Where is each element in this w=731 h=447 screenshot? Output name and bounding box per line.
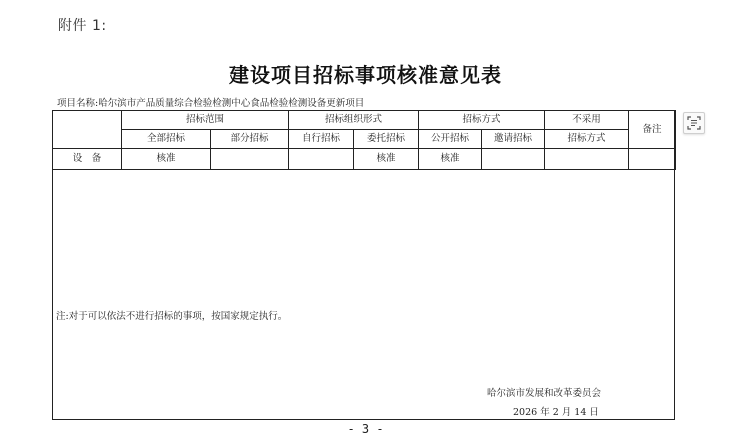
header-open-bidding: 公开招标 xyxy=(419,130,482,149)
cell-open-bidding: 核准 xyxy=(419,149,482,170)
header-self-organized: 自行招标 xyxy=(289,130,354,149)
header-row-2 xyxy=(53,130,676,149)
header-not-adopted-bottom: 招标方式 xyxy=(545,130,629,149)
header-partial-bidding: 部分招标 xyxy=(211,130,289,149)
approval-table xyxy=(52,110,676,170)
cell-self-organized xyxy=(289,149,354,170)
cell-full-bidding: 核准 xyxy=(122,149,211,170)
header-entrusted: 委托招标 xyxy=(354,130,419,149)
header-remarks: 备注 xyxy=(629,111,676,149)
cell-invited-bidding xyxy=(482,149,545,170)
header-blank-cell xyxy=(53,111,122,149)
table-row xyxy=(53,149,676,170)
scan-text-icon-glyph xyxy=(687,116,701,130)
attachment-label: 附件 1: xyxy=(58,18,107,34)
header-not-adopted-top: 不采用 xyxy=(545,111,629,130)
cell-partial-bidding xyxy=(211,149,289,170)
project-name: 项目名称:哈尔滨市产品质量综合检验检测中心食品检验检测设备更新项目 xyxy=(57,98,365,109)
header-row-1 xyxy=(53,111,676,130)
header-organization: 招标组织形式 xyxy=(289,111,419,130)
header-full-bidding: 全部招标 xyxy=(122,130,211,149)
cell-remarks xyxy=(629,149,676,170)
cell-not-adopted xyxy=(545,149,629,170)
page-number: - 3 - xyxy=(347,422,384,436)
footnote: 注:对于可以依法不进行招标的事项，按国家规定执行。 xyxy=(56,311,288,322)
row-item: 设 备 xyxy=(53,149,122,170)
document-title: 建设项目招标事项核准意见表 xyxy=(229,63,502,87)
header-scope: 招标范围 xyxy=(122,111,289,130)
issue-date: 2026 年 2 月 14 日 xyxy=(513,407,599,418)
cell-entrusted: 核准 xyxy=(354,149,419,170)
issuer-name: 哈尔滨市发展和改革委员会 xyxy=(487,388,602,399)
scan-text-icon[interactable] xyxy=(683,112,705,134)
header-invited-bidding: 邀请招标 xyxy=(482,130,545,149)
header-method: 招标方式 xyxy=(419,111,545,130)
